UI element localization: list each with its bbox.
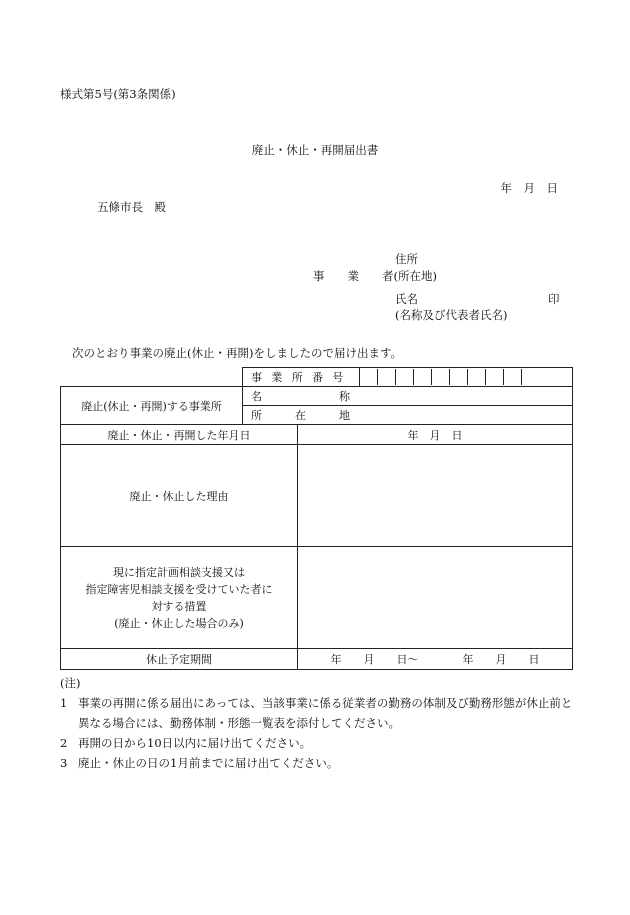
- name-representative-label: (名称及び代表者氏名): [395, 308, 508, 322]
- note-item: 3 廃止・休止の日の1月前までに届け出てください。: [60, 756, 339, 770]
- addressee: 五條市長 殿: [97, 200, 166, 214]
- period-value[interactable]: 年 月 日〜 年 月 日: [298, 649, 573, 670]
- date-row-label: 廃止・休止・再開した年月日: [61, 425, 298, 445]
- intro-text: 次のとおり事業の廃止(休止・再開)をしましたので届け出ます。: [72, 346, 403, 360]
- name-label: 氏名: [395, 292, 418, 306]
- measures-field[interactable]: [298, 547, 573, 649]
- note-item: 2 再開の日から10日以内に届け出てください。: [60, 736, 312, 750]
- office-label: 廃止(休止・再開)する事業所: [61, 387, 243, 425]
- notes-heading: (注): [60, 676, 81, 690]
- reason-label: 廃止・休止した理由: [61, 445, 298, 547]
- office-name-label: 名 称: [251, 390, 350, 403]
- office-location-field[interactable]: [243, 406, 573, 425]
- date-row-value[interactable]: 年 月 日: [298, 425, 573, 445]
- office-number-label: 事業所番号: [243, 368, 360, 387]
- seal-mark: 印: [548, 292, 560, 306]
- notes-section: [60, 673, 573, 773]
- address-label: 住所: [395, 252, 418, 266]
- business-operator-label: 事 業 者(所在地): [313, 269, 437, 283]
- document-title: 廃止・休止・再開届出書: [251, 143, 379, 157]
- note-item: 1 事業の再開に係る届出にあっては、当該事業に係る従業者の勤務の体制及び勤務形態が休止前と異なる場合には、勤務体制・形態一覧表を添付してください。: [60, 696, 573, 730]
- form-number: 様式第5号(第3条関係): [60, 87, 176, 101]
- reason-field[interactable]: [298, 445, 573, 547]
- period-label: 休止予定期間: [61, 649, 298, 670]
- office-name-field[interactable]: [243, 387, 573, 406]
- office-number-boxes[interactable]: [360, 368, 573, 387]
- office-location-label: 所 在 地: [251, 409, 350, 422]
- notification-table: [60, 367, 573, 670]
- submission-date: 年 月 日: [500, 181, 558, 195]
- measures-label: 現に指定計画相談支援又は 指定障害児相談支援を受けていた者に 対する措置 (廃止・休止した場合のみ): [61, 547, 298, 649]
